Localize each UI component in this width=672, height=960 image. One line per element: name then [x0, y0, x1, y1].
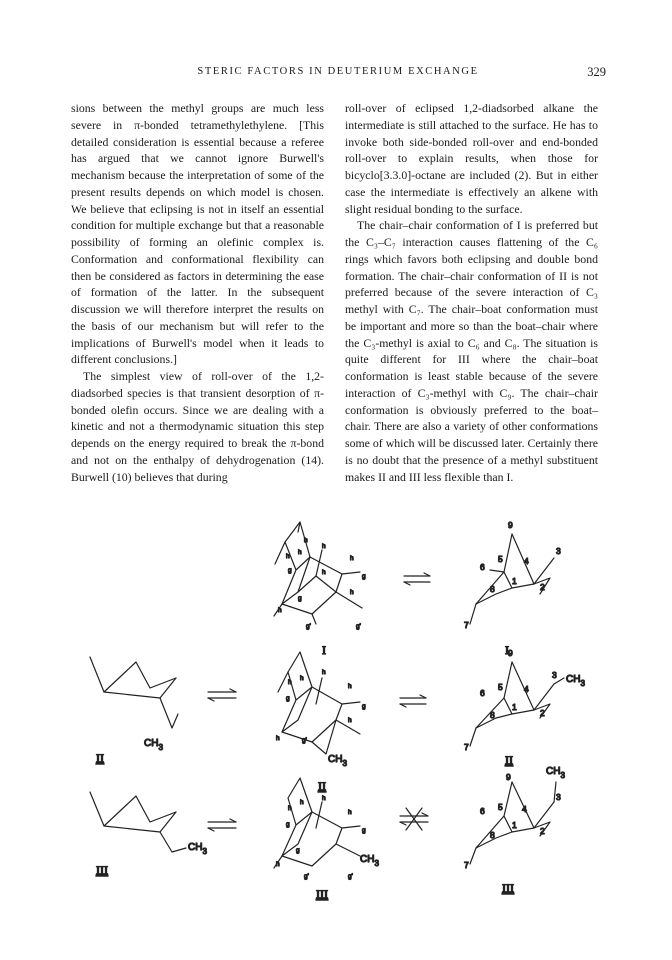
atom-label: h: [288, 805, 292, 812]
atom-number: 7: [464, 620, 469, 630]
left-column: [71, 100, 324, 485]
atom-number: 4: [522, 804, 527, 814]
atom-label: g: [288, 567, 292, 574]
atom-number: 1: [512, 820, 517, 830]
atom-label: h: [322, 543, 326, 550]
paragraph: sions between the methyl groups are much less severe in π-bonded tetramethylethylene. [This detailed consideration is essential because a referee has argued that we cannot ignore Burwell's mechanism because the interpretation of some of the present results depends on which model is chosen. We believe that eclipsing is not in itself an essential condition for multiple exchange but that a reasonable possibility of forming an olefinic complex is. Conformation and conformational flexibility can then be considered as factors in determining the ease of formation of the latter. In the subsequent discussion we will therefore interpret the results on the basis of our mechanism but will refer to the implications of Burwell's model when it leads to different conclusions.]: [71, 101, 324, 367]
atom-label: h: [276, 735, 280, 742]
atom-number: 1: [512, 576, 517, 586]
atom-label: g: [362, 573, 366, 580]
atom-label: g: [298, 595, 302, 602]
compound-label-i: I: [322, 643, 326, 657]
atom-label: h: [350, 555, 354, 562]
atom-label: g: [286, 821, 290, 828]
running-title: STERIC FACTORS IN DEUTERIUM EXCHANGE: [197, 66, 479, 77]
atom-number: 8: [490, 584, 495, 594]
atom-number: 7: [464, 742, 469, 752]
methyl-label: $CH_3$: [144, 738, 163, 752]
atom-label: h: [286, 553, 290, 560]
equilibrium-arrows: [208, 819, 236, 831]
atom-number: 3: [552, 670, 557, 680]
compound-label-iii: III: [502, 881, 514, 895]
atom-label: g': [304, 873, 309, 880]
atom-label: g': [348, 873, 353, 880]
compound-label-ii: II: [318, 779, 326, 793]
atom-label: h: [322, 569, 326, 576]
atom-label: h: [350, 589, 354, 596]
paragraph: The chair–chair conformation of I is preferred but the C₃–C₇ interaction causes flattening of the C₆ rings which favors both eclipsing and double bond formation. The chair–chair conformation of II is not preferred because of the severe interaction of C₃ methyl with C₇. The chair–boat conformation must be important and more so than the boat–chair where the C₃-methyl is axial to C₆ and C₈. The situation is quite different for III where the chair–boat conformation is least stable because of the severe interaction of C₃-methyl with C₉. The chair–chair conformation is obviously preferred to the boat–chair. There are also a variety of other conformations some of which will be discussed later. Certainly there is no doubt that the presence of a methyl substituent makes II and III less flexible than I.: [345, 218, 598, 484]
atom-label: g: [362, 827, 366, 834]
atom-number: 4: [524, 684, 529, 694]
atom-number: 5: [498, 802, 503, 812]
atom-label: h: [288, 679, 292, 686]
atom-label: h: [322, 795, 326, 802]
atom-label: h: [300, 799, 304, 806]
atom-number: 3: [556, 792, 561, 802]
methyl-label: $CH_3$: [188, 842, 207, 856]
methyl-label: $CH_3$: [546, 766, 565, 780]
compound-label-iii: III: [96, 863, 108, 877]
atom-label: h: [298, 549, 302, 556]
compound-label-iii: III: [316, 887, 328, 901]
methyl-label: $CH_3$: [360, 854, 379, 868]
atom-number: 5: [498, 682, 503, 692]
atom-number: 2: [540, 582, 545, 592]
atom-label: h: [322, 669, 326, 676]
atom-label: g': [356, 623, 361, 630]
atom-number: 9: [508, 648, 513, 658]
perspective-structure-2: [278, 652, 360, 754]
atom-number: 5: [498, 554, 503, 564]
paragraph: roll-over of eclipsed 1,2-diadsorbed alkane the intermediate is still attached to the surface. He has to invoke both side-bonded roll-over and end-bonded roll-over to explain results, when those for bicyclo[3.3.0]-octane are included (2). But in either case the intermediate is effectively an alkene with slight residual bonding to the surface.: [345, 101, 598, 216]
equilibrium-arrows: [404, 573, 430, 585]
atom-number: 6: [480, 562, 485, 572]
atom-label: g: [286, 695, 290, 702]
compound-label-ii: II: [505, 753, 513, 767]
atom-number: 7: [464, 860, 469, 870]
atom-label: g': [306, 623, 311, 630]
atom-number: 8: [490, 710, 495, 720]
atom-number: 9: [508, 520, 513, 530]
atom-label: h: [278, 607, 282, 614]
atom-number: 3: [556, 546, 561, 556]
atom-number: 4: [524, 556, 529, 566]
page-number: 329: [587, 65, 606, 79]
right-column: [345, 100, 598, 485]
conformation-figure: [60, 512, 620, 932]
atom-label: g': [302, 737, 307, 744]
paragraph: The simplest view of roll-over of the 1,2-diadsorbed species is that transient desorption of π-bonded olefin occurs. Since we are dealing with a kinetic and not a thermodynamic situation this step depends on the energy required to break the π-bond and not on the enthalpy of dehydrogenation (14). Burwell (10) believes that during: [71, 369, 324, 484]
atom-number: 9: [506, 772, 511, 782]
atom-label: g: [362, 703, 366, 710]
atom-number: 2: [540, 826, 545, 836]
atom-label: h: [304, 537, 308, 544]
atom-label: h: [348, 683, 352, 690]
atom-number: 6: [480, 806, 485, 816]
atom-number: 6: [480, 688, 485, 698]
compound-label-ii: II: [96, 751, 104, 765]
methyl-label: $CH_3$: [328, 754, 347, 768]
atom-label: h: [300, 675, 304, 682]
equilibrium-arrows: [400, 695, 426, 707]
atom-label: g: [296, 847, 300, 854]
running-header: [70, 66, 606, 82]
atom-number: 2: [540, 708, 545, 718]
skeletal-structure-3: [90, 792, 186, 852]
atom-label: h: [276, 861, 280, 868]
skeletal-structure-2: [90, 657, 178, 728]
atom-label: h: [348, 717, 352, 724]
atom-number: 8: [490, 830, 495, 840]
methyl-label: $CH_3$: [566, 674, 585, 688]
atom-number: 1: [512, 702, 517, 712]
blocked-equilibrium-arrows: [400, 808, 428, 830]
equilibrium-arrows: [208, 689, 236, 701]
atom-label: h: [348, 809, 352, 816]
numbered-structure-2: [470, 662, 564, 746]
compound-label-i: I: [505, 643, 509, 657]
